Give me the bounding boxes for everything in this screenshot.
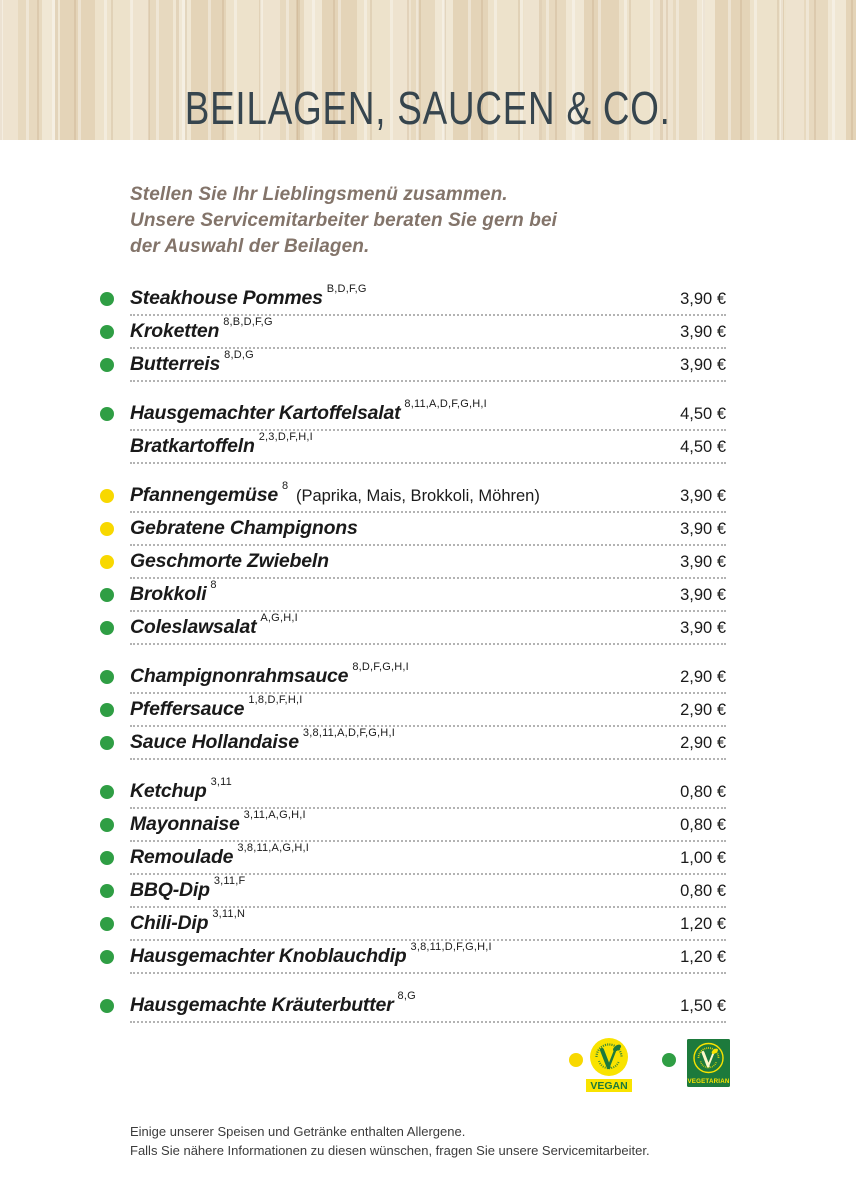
item-price: 3,90 € bbox=[680, 487, 726, 505]
item-price: 0,80 € bbox=[680, 882, 726, 900]
diet-dot bbox=[100, 999, 114, 1013]
menu-item-row bbox=[100, 518, 726, 551]
item-name: Bratkartoffeln bbox=[130, 435, 255, 457]
item-allergens: 8,D,G bbox=[224, 348, 254, 361]
menu-group bbox=[100, 479, 726, 650]
menu-item-line bbox=[130, 397, 726, 431]
diet-dot bbox=[100, 325, 114, 339]
item-price: 1,20 € bbox=[680, 948, 726, 966]
item-text bbox=[130, 611, 298, 638]
item-allergens: 3,8,11,A,G,H,I bbox=[237, 841, 309, 854]
item-price: 1,20 € bbox=[680, 915, 726, 933]
vegetarian-badge bbox=[687, 1039, 730, 1087]
menu-item-row bbox=[100, 430, 726, 469]
menu-item-line bbox=[130, 479, 726, 513]
item-allergens: 3,11,A,G,H,I bbox=[243, 808, 306, 821]
menu-item-row bbox=[100, 660, 726, 699]
intro-line: Stellen Sie Ihr Lieblingsmenü zusammen. bbox=[130, 184, 508, 205]
menu-item-line bbox=[130, 907, 726, 941]
item-price: 3,90 € bbox=[680, 356, 726, 374]
menu-item-line bbox=[130, 578, 726, 612]
menu-item-row bbox=[100, 940, 726, 979]
vegan-badge-label: VEGAN bbox=[590, 1080, 628, 1092]
menu-group bbox=[100, 282, 726, 387]
vegan-legend-dot bbox=[569, 1053, 583, 1067]
menu-item-row bbox=[100, 693, 726, 732]
menu-item-line bbox=[130, 348, 726, 382]
menu-item-line bbox=[130, 315, 726, 349]
item-price: 0,80 € bbox=[680, 783, 726, 801]
item-name: Pfeffersauce bbox=[130, 698, 245, 720]
item-price: 2,90 € bbox=[680, 734, 726, 752]
vegan-badge bbox=[586, 1037, 632, 1093]
menu-list bbox=[100, 282, 726, 1028]
item-allergens: 3,11 bbox=[210, 775, 233, 788]
item-name: Hausgemachte Kräuterbutter bbox=[130, 994, 394, 1016]
item-allergens: 3,11,F bbox=[213, 874, 246, 887]
item-text bbox=[130, 940, 492, 967]
item-price: 0,80 € bbox=[680, 816, 726, 834]
item-text bbox=[130, 551, 329, 572]
item-price: 3,90 € bbox=[680, 553, 726, 571]
item-text bbox=[130, 578, 217, 605]
item-price: 1,50 € bbox=[680, 997, 726, 1015]
menu-item-row bbox=[100, 611, 726, 650]
diet-dot bbox=[100, 588, 114, 602]
menu-item-line bbox=[130, 693, 726, 727]
item-allergens: 8 bbox=[210, 578, 217, 591]
item-price: 3,90 € bbox=[680, 290, 726, 308]
diet-dot bbox=[100, 407, 114, 421]
allergen-note-line: Falls Sie nähere Informationen zu diesen wünschen, fragen Sie unsere Servicemitarbeiter. bbox=[130, 1143, 650, 1158]
item-name: Chili-Dip bbox=[130, 912, 209, 934]
menu-group bbox=[100, 660, 726, 765]
menu-item-row bbox=[100, 726, 726, 765]
item-name: Brokkoli bbox=[130, 583, 207, 605]
item-allergens: 3,8,11,D,F,G,H,I bbox=[410, 940, 492, 953]
item-name: Mayonnaise bbox=[130, 813, 240, 835]
item-name: Pfannengemüse bbox=[130, 484, 279, 506]
item-name: Hausgemachter Knoblauchdip bbox=[130, 945, 407, 967]
item-name: Butterreis bbox=[130, 353, 221, 375]
intro-line: der Auswahl der Beilagen. bbox=[130, 236, 370, 257]
item-name: Remoulade bbox=[130, 846, 234, 868]
page-header bbox=[0, 0, 856, 140]
diet-dot bbox=[100, 489, 114, 503]
diet-dot bbox=[100, 851, 114, 865]
vegetarian-legend-dot bbox=[662, 1053, 676, 1067]
item-text bbox=[130, 693, 303, 720]
menu-item-line bbox=[130, 775, 726, 809]
menu-item-line bbox=[130, 282, 726, 316]
item-text bbox=[130, 282, 367, 309]
menu-item-line bbox=[130, 660, 726, 694]
menu-item-row bbox=[100, 989, 726, 1028]
menu-item-line bbox=[130, 430, 726, 464]
item-price: 1,00 € bbox=[680, 849, 726, 867]
item-text bbox=[130, 808, 306, 835]
item-name: Sauce Hollandaise bbox=[130, 731, 299, 753]
menu-item-row bbox=[100, 874, 726, 913]
diet-dot bbox=[100, 522, 114, 536]
item-text bbox=[130, 841, 309, 868]
item-allergens: 8,B,D,F,G bbox=[223, 315, 273, 328]
item-name: Coleslawsalat bbox=[130, 616, 257, 638]
item-price: 3,90 € bbox=[680, 586, 726, 604]
diet-dot bbox=[100, 950, 114, 964]
item-text bbox=[130, 907, 246, 934]
diet-dot bbox=[100, 621, 114, 635]
item-allergens: 1,8,D,F,H,I bbox=[248, 693, 303, 706]
item-name: Gebratene Champignons bbox=[130, 517, 358, 539]
item-allergens: 8,11,A,D,F,G,H,I bbox=[404, 397, 487, 410]
item-allergens: 8 bbox=[282, 479, 289, 492]
diet-dot bbox=[100, 917, 114, 931]
item-price: 2,90 € bbox=[680, 701, 726, 719]
item-name: BBQ-Dip bbox=[130, 879, 210, 901]
item-text bbox=[130, 518, 358, 539]
item-text bbox=[130, 430, 313, 457]
menu-item-row bbox=[100, 315, 726, 354]
diet-dot bbox=[100, 785, 114, 799]
item-allergens: B,D,F,G bbox=[326, 282, 367, 295]
menu-item-line bbox=[130, 940, 726, 974]
menu-group bbox=[100, 989, 726, 1028]
item-allergens: 8,G bbox=[397, 989, 416, 1002]
menu-item-row bbox=[100, 479, 726, 518]
menu-group bbox=[100, 775, 726, 979]
item-name: Hausgemachter Kartoffelsalat bbox=[130, 402, 401, 424]
page-title-text: BEILAGEN, SAUCEN & CO. bbox=[185, 82, 671, 135]
item-text bbox=[130, 348, 254, 375]
vegetarian-badge-label: VEGETARIAN bbox=[687, 1078, 730, 1085]
diet-dot bbox=[100, 292, 114, 306]
menu-item-row bbox=[100, 397, 726, 436]
menu-item-line bbox=[130, 989, 726, 1023]
item-price: 3,90 € bbox=[680, 323, 726, 341]
menu-item-line bbox=[130, 808, 726, 842]
item-note: (Paprika, Mais, Brokkoli, Möhren) bbox=[291, 487, 540, 505]
menu-item-row bbox=[100, 551, 726, 584]
item-allergens: 3,11,N bbox=[212, 907, 246, 920]
menu-item-row bbox=[100, 348, 726, 387]
menu-item-row bbox=[100, 841, 726, 880]
menu-item-row bbox=[100, 775, 726, 814]
item-name: Champignonrahmsauce bbox=[130, 665, 349, 687]
diet-dot bbox=[100, 670, 114, 684]
item-allergens: 2,3,D,F,H,I bbox=[258, 430, 313, 443]
menu-item-line bbox=[130, 726, 726, 760]
item-name: Kroketten bbox=[130, 320, 220, 342]
menu-item-line bbox=[130, 518, 726, 546]
item-allergens: 3,8,11,A,D,F,G,H,I bbox=[302, 726, 395, 739]
item-name: Ketchup bbox=[130, 780, 207, 802]
diet-dot bbox=[100, 736, 114, 750]
item-text bbox=[130, 726, 395, 753]
item-allergens: 8,D,F,G,H,I bbox=[352, 660, 409, 673]
item-text bbox=[130, 775, 233, 802]
menu-item-line bbox=[130, 611, 726, 645]
diet-dot bbox=[100, 884, 114, 898]
item-price: 4,50 € bbox=[680, 438, 726, 456]
diet-dot bbox=[100, 703, 114, 717]
menu-group bbox=[100, 397, 726, 469]
item-text bbox=[130, 397, 487, 424]
item-text bbox=[130, 874, 246, 901]
diet-dot bbox=[100, 555, 114, 569]
intro-line: Unsere Servicemitarbeiter beraten Sie gern bei bbox=[130, 210, 558, 231]
item-text bbox=[130, 315, 273, 342]
diet-dot bbox=[100, 818, 114, 832]
item-text bbox=[130, 660, 409, 687]
allergen-note-line: Einige unserer Speisen und Getränke enthalten Allergene. bbox=[130, 1124, 466, 1139]
item-text bbox=[130, 989, 416, 1016]
diet-dot bbox=[100, 358, 114, 372]
item-name: Geschmorte Zwiebeln bbox=[130, 550, 329, 572]
item-price: 4,50 € bbox=[680, 405, 726, 423]
item-price: 2,90 € bbox=[680, 668, 726, 686]
item-allergens: A,G,H,I bbox=[260, 611, 298, 624]
item-price: 3,90 € bbox=[680, 619, 726, 637]
menu-item-row bbox=[100, 578, 726, 617]
item-text bbox=[130, 479, 540, 506]
menu-item-row bbox=[100, 282, 726, 321]
menu-item-line bbox=[130, 874, 726, 908]
item-price: 3,90 € bbox=[680, 520, 726, 538]
menu-item-line bbox=[130, 551, 726, 579]
menu-item-line bbox=[130, 841, 726, 875]
allergen-note bbox=[130, 1122, 650, 1160]
page-title bbox=[0, 83, 856, 134]
intro-text bbox=[130, 182, 557, 260]
item-name: Steakhouse Pommes bbox=[130, 287, 323, 309]
menu-item-row bbox=[100, 808, 726, 847]
